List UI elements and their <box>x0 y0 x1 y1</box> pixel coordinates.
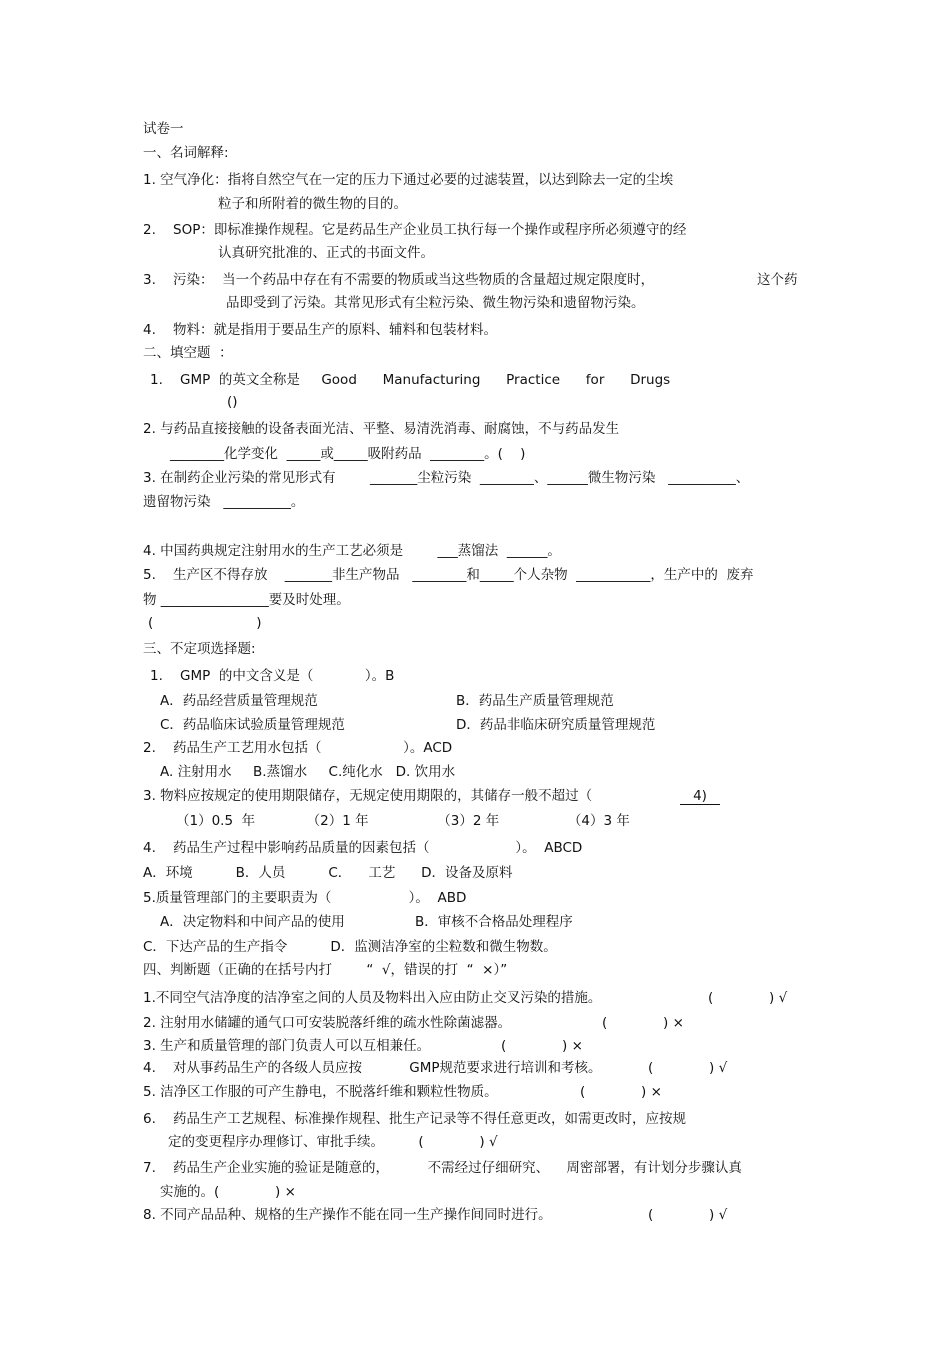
judge-7-line-2: 实施的。( ) × <box>160 1184 296 1200</box>
term-3-line-1-tail: 这个药 <box>757 272 798 288</box>
fill-4: 4. 中国药典规定注射用水的生产工艺必须是 ___蒸馏法 ______。 <box>143 543 561 559</box>
term-2-line-1: 2. SOP：即标准操作规程。它是药品生产企业员工执行每一个操作或程序所必须遵守的经 <box>143 222 687 238</box>
judge-5-mark: ( ) × <box>580 1084 662 1100</box>
choice-5-options-cd: C．下达产品的生产指令 D．监测洁净室的尘粒数和微生物数。 <box>143 939 557 955</box>
choice-5-option-b: B．审核不合格品处理程序 <box>415 914 573 930</box>
fill-3-line-2: 遗留物污染 __________。 <box>143 494 305 510</box>
choice-1-option-c: C．药品临床试验质量管理规范 <box>160 717 345 733</box>
choice-2-options: A. 注射用水 B.蒸馏水 C.纯化水 D. 饮用水 <box>160 764 456 780</box>
fill-5-line-1: 5. 生产区不得存放 _______非生产物品 ________和_____个人杂物 ___________，生产中的 废弃 <box>143 567 754 583</box>
term-4: 4. 物料：就是指用于要品生产的原料、辅料和包装材料。 <box>143 322 498 338</box>
section-4-heading: 四、判断题（正确的在括号内打 “ √，错误的打 “ ×）” <box>143 962 508 978</box>
judge-8: 8. 不同产品品种、规格的生产操作不能在同一生产操作间同时进行。 <box>143 1207 552 1223</box>
fill-2-line-1: 2. 与药品直接接触的设备表面光洁、平整、易清洗消毒、耐腐蚀，不与药品发生 <box>143 421 620 437</box>
fill-1-line-2: () <box>227 394 238 410</box>
choice-1-option-b: B．药品生产质量管理规范 <box>456 693 614 709</box>
judge-7-line-1: 7. 药品生产企业实施的验证是随意的， 不需经过仔细研究、 周密部署，有计划分步骤认真 <box>143 1160 742 1176</box>
choice-5-option-a: A．决定物料和中间产品的使用 <box>160 914 345 930</box>
doc-title: 试卷一 <box>143 121 184 137</box>
term-1-line-1: 1. 空气净化：指将自然空气在一定的压力下通过必要的过滤装置，以达到除去一定的尘埃 <box>143 172 674 188</box>
section-2-heading: 二、填空题 ： <box>143 345 233 361</box>
section-1-heading: 一、名词解释: <box>143 145 229 161</box>
fill-5-line-2: 物 ________________要及时处理。 <box>143 592 350 608</box>
judge-2-mark: ( ) × <box>602 1015 684 1031</box>
choice-3-answer: 4) <box>680 788 720 805</box>
choice-1: 1. GMP 的中文含义是（ ）。B <box>150 668 395 684</box>
choice-2: 2. 药品生产工艺用水包括（ ）。ACD <box>143 740 453 756</box>
judge-1-mark: ( ) √ <box>708 990 788 1006</box>
judge-6-line-2: 定的变更程序办理修订、审批手续。 ( ) √ <box>168 1134 498 1150</box>
choice-5: 5.质量管理部门的主要职责为（ ）。 ABD <box>143 890 467 906</box>
judge-4: 4. 对从事药品生产的各级人员应按 GMP规范要求进行培训和考核。 <box>143 1060 602 1076</box>
fill-2-line-2: ________化学变化 _____或_____吸附药品 ________。( ) <box>170 446 526 462</box>
judge-8-mark: ( ) √ <box>648 1207 728 1223</box>
choice-3-options: （1）0.5 年 （2）1 年 （3）2 年 （4）3 年 <box>176 813 630 829</box>
judge-5: 5. 洁净区工作服的可产生静电，不脱落纤维和颗粒性物质。 <box>143 1084 498 1100</box>
judge-6-line-1: 6. 药品生产工艺规程、标准操作规程、批生产记录等不得任意更改，如需更改时，应按规 <box>143 1111 687 1127</box>
term-2-line-2: 认真研究批准的、正式的书面文件。 <box>218 245 434 261</box>
choice-3: 3. 物料应按规定的使用期限储存，无规定使用期限的，其储存一般不超过（ <box>143 788 593 804</box>
judge-1: 1.不同空气洁净度的洁净室之间的人员及物料出入应由防止交叉污染的措施。 <box>143 990 602 1006</box>
choice-1-option-a: A．药品经营质量管理规范 <box>160 693 318 709</box>
choice-1-option-d: D．药品非临床研究质量管理规范 <box>456 717 656 733</box>
judge-3-mark: ( ) × <box>501 1038 583 1054</box>
section-3-heading: 三、不定项选择题: <box>143 641 256 657</box>
judge-3: 3. 生产和质量管理的部门负责人可以互相兼任。 <box>143 1038 431 1054</box>
fill-3-line-1: 3. 在制药企业污染的常见形式有 _______尘粒污染 ________、______微生物污染 __________、 <box>143 470 750 486</box>
term-1-line-2: 粒子和所附着的微生物的目的。 <box>218 196 407 212</box>
fill-5-line-3: ( ) <box>148 615 262 631</box>
fill-1-line-1: 1. GMP 的英文全称是 Good Manufacturing Practice for Drugs <box>150 372 671 388</box>
term-3-line-2: 品即受到了污染。其常见形式有尘粒污染、微生物污染和遗留物污染。 <box>226 295 645 311</box>
choice-4: 4. 药品生产过程中影响药品质量的因素包括（ ）。 ABCD <box>143 840 583 856</box>
choice-4-options: A．环境 B．人员 C． 工艺 D．设备及原料 <box>143 865 513 881</box>
judge-4-mark: ( ) √ <box>648 1060 728 1076</box>
judge-2: 2. 注射用水储罐的通气口可安装脱落纤维的疏水性除菌滤器。 <box>143 1015 512 1031</box>
term-3-line-1: 3. 污染： 当一个药品中存在有不需要的物质或当这些物质的含量超过规定限度时， <box>143 272 655 288</box>
